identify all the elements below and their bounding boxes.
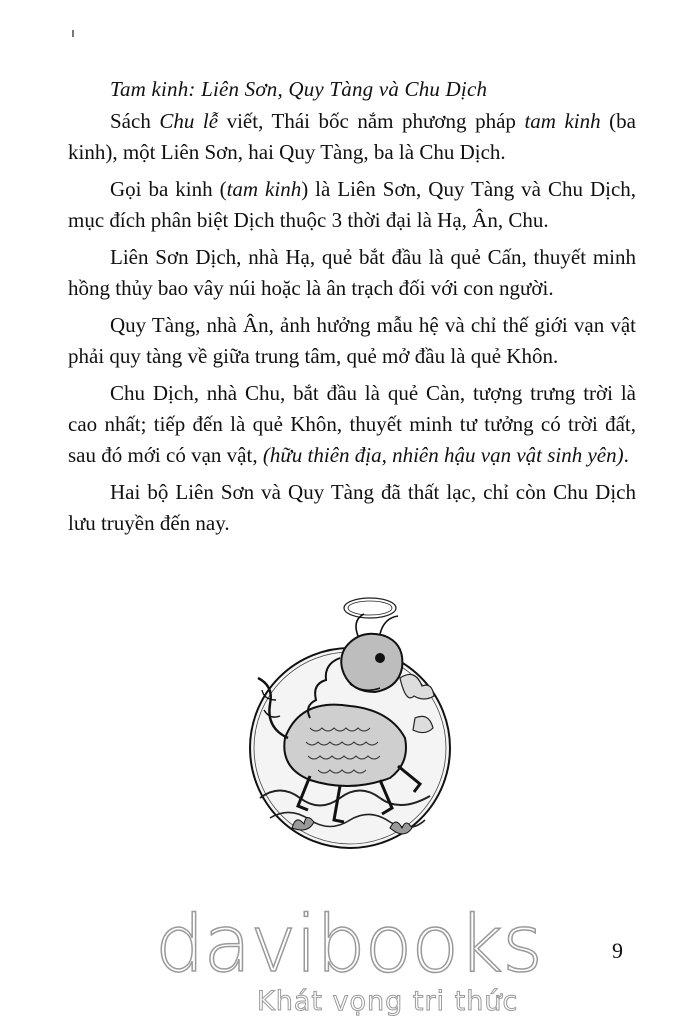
page-number: 9	[612, 938, 623, 963]
paragraph-4: Quy Tàng, nhà Ân, ảnh hưởng mẫu hệ và chỉ thế giới vạn vật phải quy tàng về giữa trung tâm, quẻ mở đầu là quẻ Khôn.	[68, 313, 636, 368]
section-heading: Tam kinh: Liên Sơn, Quy Tàng và Chu Dịch	[110, 77, 488, 101]
paragraph-3: Liên Sơn Dịch, nhà Hạ, quẻ bắt đầu là quẻ Cấn, thuyết minh hồng thủy bao vây núi hoặc là ân trạch đối với con người.	[68, 245, 636, 300]
watermark	[155, 900, 555, 1030]
body-text	[68, 106, 636, 545]
printer-mark	[72, 30, 74, 37]
watermark-brand: davibooks	[155, 900, 542, 990]
paragraph-2: Gọi ba kinh (tam kinh) là Liên Sơn, Quy Tàng và Chu Dịch, mục đích phân biệt Dịch thuộc 3 thời đại là Hạ, Ân, Chu.	[68, 177, 637, 232]
paragraph-1: Sách Chu lễ viết, Thái bốc nắm phương pháp tam kinh (ba kinh), một Liên Sơn, hai Quy Tàng, ba là Chu Dịch.	[68, 109, 636, 164]
paragraph-6: Hai bộ Liên Sơn và Quy Tàng đã thất lạc, chỉ còn Chu Dịch lưu truyền đến nay.	[68, 480, 636, 535]
watermark-tagline: Khát vọng tri thức	[257, 986, 519, 1017]
paragraph-5: Chu Dịch, nhà Chu, bắt đầu là quẻ Càn, tượng trưng trời là cao nhất; tiếp đến là quẻ Khôn, thuyết minh tư tưởng có trời đất, sau đó mới có vạn vật, (hữu thiên địa, nhiên hậu vạn vật sinh yên).	[68, 381, 636, 467]
qilin-medallion-icon	[240, 588, 460, 898]
